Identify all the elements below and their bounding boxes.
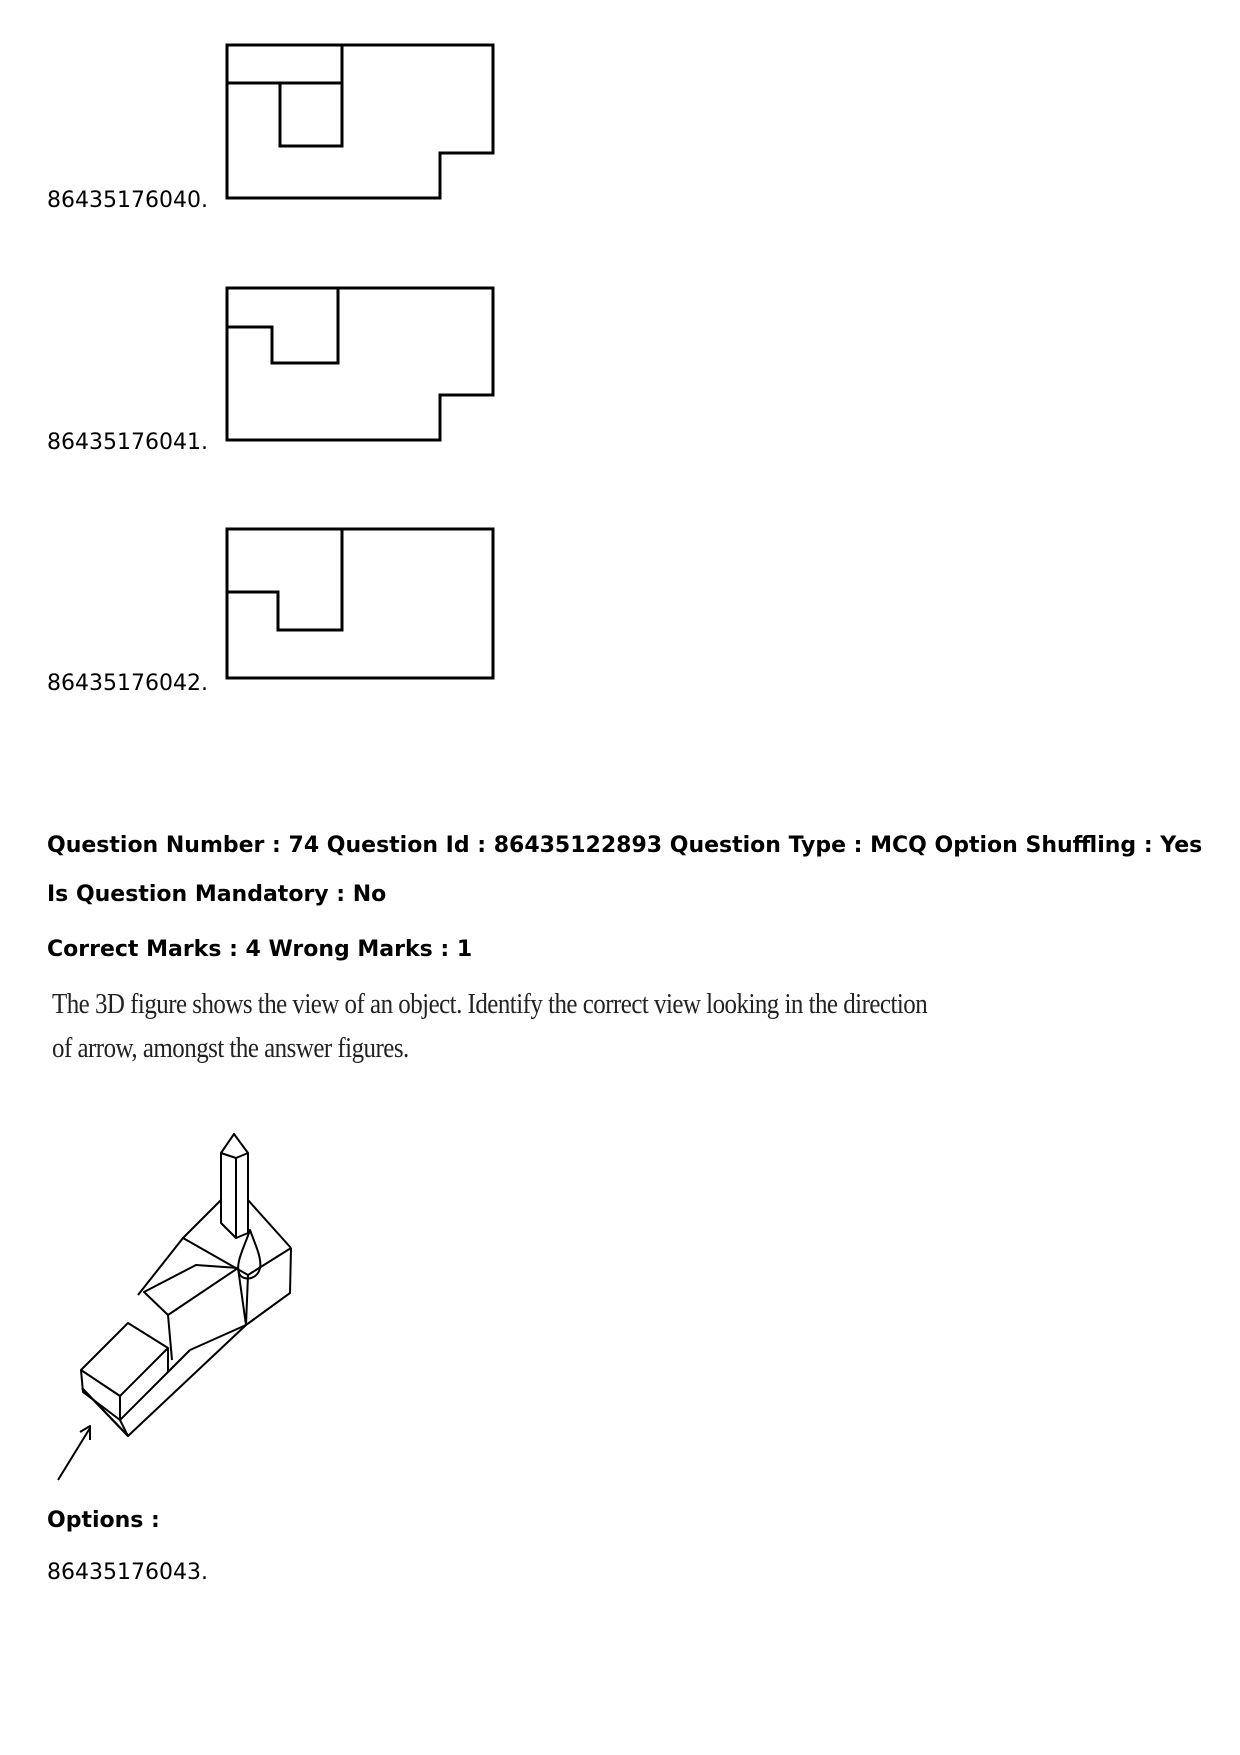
question-text-line-1: The 3D figure shows the view of an object. Identify the correct view looking in the direction: [52, 988, 928, 1020]
option-id-label: 86435176043.: [47, 1560, 208, 1585]
question-marks-line: Correct Marks : 4 Wrong Marks : 1: [47, 937, 473, 962]
option-figure-3: [220, 524, 500, 684]
question-meta-line: Question Number : 74 Question Id : 86435122893 Question Type : MCQ Option Shuffling : Yes: [47, 833, 1203, 858]
option-figure-1: [220, 40, 500, 206]
option-id-label: 86435176041.: [47, 430, 208, 455]
option-id-label: 86435176040.: [47, 188, 208, 213]
question-3d-figure: [50, 1120, 310, 1490]
question-text-line-2: of arrow, amongst the answer figures.: [52, 1032, 409, 1064]
option-figure-2: [220, 283, 500, 449]
options-heading: Options :: [47, 1508, 160, 1533]
question-mandatory-line: Is Question Mandatory : No: [47, 882, 387, 907]
option-id-label: 86435176042.: [47, 671, 208, 696]
